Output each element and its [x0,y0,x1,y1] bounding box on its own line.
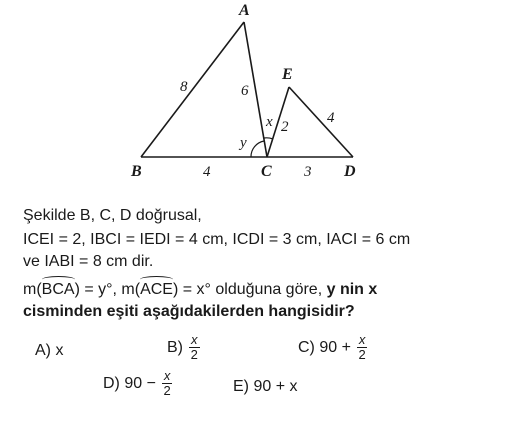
option-c[interactable] [298,333,367,362]
point-a-label: A [239,2,250,19]
option-a[interactable] [35,342,63,360]
length-bc-label: 4 [203,164,211,180]
option-d-numerator: x [163,368,171,383]
length-ed-label: 4 [327,110,335,126]
measure-eq-1: ) = y°, m( [74,281,141,298]
question-line-2: ICEI = 2, IBCI = IEDI = 4 cm, ICDI = 3 cm, IACI = 6 cm [23,231,411,248]
question-emphasis-1: y nin x [326,281,378,298]
segment-ed [289,87,353,157]
option-b-fraction [189,333,200,362]
length-ac-label: 6 [241,83,249,99]
question-emphasis-2: cisminden eşiti aşağıdakilerden hangisidir? [23,303,355,320]
question-line-3: ve IABI = 8 cm dir. [23,253,154,270]
question-line-4 [23,280,377,300]
question-line-5 [23,302,355,322]
point-b-label: B [131,163,142,180]
question-line-1: Şekilde B, C, D doğrusal, [23,207,202,224]
option-b-denominator: 2 [190,347,198,362]
option-e[interactable] [233,378,297,396]
option-a-label: A) x [35,342,64,359]
angle-y-arc [251,141,264,157]
angle-x-arc [264,138,273,139]
angle-ace-arc: ACE [140,281,173,298]
length-ce-label: 2 [281,119,289,135]
option-c-denominator: 2 [358,347,366,362]
option-b-label: B) [167,338,183,356]
measure-prefix-1: m( [23,281,42,298]
option-d-fraction [162,369,173,398]
point-d-label: D [344,163,356,180]
point-e-label: E [282,66,293,83]
option-d-label: D) 90 − [103,374,156,392]
angle-y-label: y [240,135,247,151]
length-cd-label: 3 [304,164,312,180]
length-ab-label: 8 [180,79,188,95]
option-c-label: C) 90 + [298,338,351,356]
option-d[interactable] [103,369,172,398]
option-d-denominator: 2 [163,383,171,398]
angle-x-label: x [266,114,273,130]
measure-eq-2: ) = x° olduğuna göre, [172,281,327,298]
option-b-numerator: x [191,332,198,347]
angle-bca-arc: BCA [41,281,75,298]
option-b[interactable] [167,333,200,362]
option-e-label: E) 90 + x [233,378,298,395]
segment-ab [141,22,244,157]
option-c-fraction [357,333,368,362]
triangle-diagram [0,0,508,200]
option-c-numerator: x [358,332,366,347]
point-c-label: C [261,163,272,180]
